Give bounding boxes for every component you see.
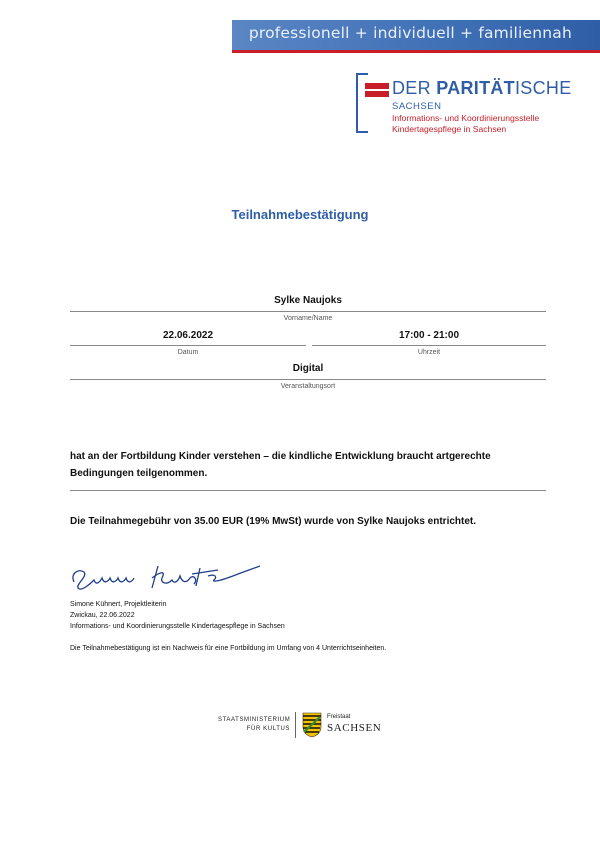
time-rule [312, 345, 546, 346]
logo-name: DER PARITÄTISCHE [392, 78, 572, 98]
venue-label: Veranstaltungsort [280, 383, 336, 390]
fee-text: Die Teilnahmegebühr von 35.00 EUR (19% MwSt) wurde von Sylke Naujoks entrichtet. [70, 516, 477, 527]
note-text: Die Teilnahmebestätigung ist ein Nachweis für eine Fortbildung im Umfang von 4 Unterrichtseinheiten. [70, 645, 387, 652]
time-value: 17:00 - 21:00 [398, 330, 460, 341]
paritaetische-logo-icon [365, 83, 389, 99]
time-label: Uhrzeit [417, 349, 441, 356]
logo-line-1: Informations- und Koordinierungsstelle [392, 113, 540, 123]
tagline: professionell + individuell + familiennah [248, 24, 572, 42]
ministry-label: STAATSMINISTERIUM FÜR KULTUS [218, 717, 291, 732]
state-prefix: Freistaat [327, 714, 351, 720]
date-rule [70, 345, 306, 346]
document-title: Teilnahmebestätigung [231, 207, 369, 222]
name-rule [70, 311, 546, 312]
name-value: Sylke Naujoks [274, 295, 342, 306]
banner-stripe [232, 50, 600, 53]
state-name: SACHSEN [327, 722, 382, 734]
handwritten-signature [68, 560, 268, 596]
footer-divider [295, 712, 296, 738]
participation-text: hat an der Fortbildung Kinder verstehen – die kindliche Entwicklung braucht artgerechte Bedingungen teilgenommen. [70, 451, 491, 479]
venue-rule [70, 379, 546, 380]
logo-line-2: Kindertagespflege in Sachsen [392, 124, 507, 134]
organisation-name: Informations- und Koordinierungsstelle Kindertagespflege in Sachsen [70, 623, 285, 630]
saxony-coat-of-arms-icon [302, 712, 322, 738]
logo-region: SACHSEN [392, 101, 442, 112]
signer-name: Simone Kühnert, Projektleiterin [70, 601, 167, 608]
date-label: Datum [177, 349, 199, 356]
name-label: Vorname/Name [283, 315, 333, 322]
venue-value: Digital [292, 363, 324, 374]
statement-rule [70, 490, 546, 491]
place-date: Zwickau, 22.06.2022 [70, 612, 135, 619]
header-banner [232, 20, 600, 50]
date-value: 22.06.2022 [162, 330, 214, 341]
logo-frame [356, 73, 368, 133]
